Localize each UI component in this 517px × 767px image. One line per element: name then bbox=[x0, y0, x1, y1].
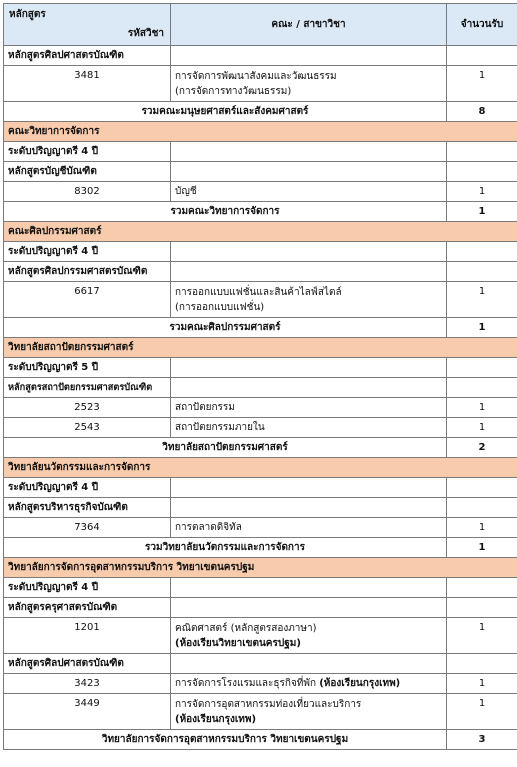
program-name: หลักสูตรบัญชีบัณฑิต bbox=[4, 162, 171, 182]
seat-count: 1 bbox=[447, 618, 517, 654]
empty-cell bbox=[447, 262, 517, 282]
major-name-cell bbox=[171, 674, 447, 694]
empty-cell bbox=[447, 598, 517, 618]
table-header-row bbox=[4, 4, 517, 46]
faculty-row bbox=[4, 458, 517, 478]
faculty-name: คณะศิลปกรรมศาสตร์ bbox=[4, 222, 517, 242]
program-name: หลักสูตรศิลปศาสตรบัณฑิต bbox=[4, 46, 171, 66]
empty-cell bbox=[447, 578, 517, 598]
empty-cell bbox=[171, 162, 447, 182]
program-name: หลักสูตรสถาปัตยกรรมศาสตรบัณฑิต bbox=[4, 378, 171, 398]
major-row bbox=[4, 182, 517, 202]
major-row bbox=[4, 418, 517, 438]
faculty-name: คณะวิทยาการจัดการ bbox=[4, 122, 517, 142]
program-row bbox=[4, 598, 517, 618]
total-label: วิทยาลัยสถาปัตยกรรมศาสตร์ bbox=[4, 438, 447, 458]
total-count: 1 bbox=[447, 538, 517, 558]
major-name: การออกแบบแฟชั่นและสินค้าไลฟ์สไตล์ bbox=[175, 287, 342, 298]
seat-count: 1 bbox=[447, 398, 517, 418]
program-name: หลักสูตรศิลปศาสตรบัณฑิต bbox=[4, 654, 171, 674]
major-name-cell bbox=[171, 398, 447, 418]
major-row bbox=[4, 66, 517, 102]
empty-cell bbox=[171, 142, 447, 162]
faculty-name: วิทยาลัยการจัดการอุตสาหกรรมบริการ วิทยาเขตนครปฐม bbox=[4, 558, 517, 578]
course-code: 3481 bbox=[4, 66, 171, 102]
seat-count: 1 bbox=[447, 418, 517, 438]
program-name: หลักสูตรศิลปกรรมศาสตรบัณฑิต bbox=[4, 262, 171, 282]
level-row bbox=[4, 242, 517, 262]
faculty-name: วิทยาลัยสถาปัตยกรรมศาสตร์ bbox=[4, 338, 517, 358]
major-name-cell bbox=[171, 182, 447, 202]
total-label: รวมวิทยาลัยนวัตกรรมและการจัดการ bbox=[4, 538, 447, 558]
total-row bbox=[4, 202, 517, 222]
total-count: 3 bbox=[447, 730, 517, 750]
major-row bbox=[4, 282, 517, 318]
course-code-header-cell bbox=[4, 4, 171, 46]
total-row bbox=[4, 102, 517, 122]
total-count: 1 bbox=[447, 202, 517, 222]
empty-cell bbox=[171, 46, 447, 66]
empty-cell bbox=[171, 378, 447, 398]
major-row bbox=[4, 694, 517, 730]
total-row bbox=[4, 730, 517, 750]
empty-cell bbox=[447, 378, 517, 398]
empty-cell bbox=[171, 498, 447, 518]
code-header-label: รหัสวิชา bbox=[127, 28, 164, 39]
empty-cell bbox=[171, 358, 447, 378]
total-label: รวมคณะมนุษยศาสตร์และสังคมศาสตร์ bbox=[4, 102, 447, 122]
seat-count: 1 bbox=[447, 66, 517, 102]
empty-cell bbox=[447, 242, 517, 262]
empty-cell bbox=[171, 242, 447, 262]
course-code: 1201 bbox=[4, 618, 171, 654]
campus-note: (ห้องเรียนกรุงเทพ) bbox=[319, 677, 401, 689]
campus-note: (ห้องเรียนกรุงเทพ) bbox=[175, 714, 257, 725]
total-label: รวมคณะศิลปกรรมศาสตร์ bbox=[4, 318, 447, 338]
major-name-cell bbox=[171, 694, 447, 730]
empty-cell bbox=[447, 46, 517, 66]
campus-note: (ห้องเรียนวิทยาเขตนครปฐม) bbox=[175, 638, 301, 649]
total-row bbox=[4, 538, 517, 558]
level-row bbox=[4, 578, 517, 598]
course-code: 2543 bbox=[4, 418, 171, 438]
degree-level: ระดับปริญญาตรี 5 ปี bbox=[4, 358, 171, 378]
course-code: 3423 bbox=[4, 674, 171, 694]
program-row bbox=[4, 46, 517, 66]
major-name-cell bbox=[171, 618, 447, 654]
course-code: 8302 bbox=[4, 182, 171, 202]
major-name: การจัดการอุตสาหกรรมท่องเที่ยวและบริการ bbox=[175, 699, 362, 710]
faculty-row bbox=[4, 558, 517, 578]
faculty-row bbox=[4, 222, 517, 242]
major-name: การจัดการโรงแรมและธุรกิจที่พัก bbox=[175, 677, 317, 689]
total-label: วิทยาลัยการจัดการอุตสาหกรรมบริการ วิทยาเขตนครปฐม bbox=[4, 730, 447, 750]
major-name: คณิตศาสตร์ (หลักสูตรสองภาษา) bbox=[175, 623, 317, 634]
major-row bbox=[4, 518, 517, 538]
major-name: สถาปัตยกรรม bbox=[175, 401, 235, 413]
course-code: 6617 bbox=[4, 282, 171, 318]
admission-table bbox=[3, 3, 517, 750]
seat-count: 1 bbox=[447, 182, 517, 202]
faculty-row bbox=[4, 122, 517, 142]
total-count: 2 bbox=[447, 438, 517, 458]
course-code: 2523 bbox=[4, 398, 171, 418]
major-name-cell bbox=[171, 418, 447, 438]
count-header-label: จำนวนรับ bbox=[447, 4, 517, 46]
faculty-name: วิทยาลัยนวัตกรรมและการจัดการ bbox=[4, 458, 517, 478]
empty-cell bbox=[447, 498, 517, 518]
major-row bbox=[4, 618, 517, 654]
level-row bbox=[4, 358, 517, 378]
total-row bbox=[4, 438, 517, 458]
total-label: รวมคณะวิทยาการจัดการ bbox=[4, 202, 447, 222]
course-code: 3449 bbox=[4, 694, 171, 730]
empty-cell bbox=[447, 142, 517, 162]
degree-level: ระดับปริญญาตรี 4 ปี bbox=[4, 242, 171, 262]
empty-cell bbox=[171, 598, 447, 618]
total-count: 1 bbox=[447, 318, 517, 338]
program-row bbox=[4, 378, 517, 398]
major-sub-name: (การจัดการทางวัฒนธรรม) bbox=[175, 86, 292, 97]
degree-level: ระดับปริญญาตรี 4 ปี bbox=[4, 478, 171, 498]
empty-cell bbox=[171, 262, 447, 282]
seat-count: 1 bbox=[447, 674, 517, 694]
seat-count: 1 bbox=[447, 694, 517, 730]
major-row bbox=[4, 674, 517, 694]
major-name: การตลาดดิจิทัล bbox=[175, 521, 242, 533]
seat-count: 1 bbox=[447, 282, 517, 318]
level-row bbox=[4, 478, 517, 498]
faculty-header-label: คณะ / สาขาวิชา bbox=[171, 4, 447, 46]
program-row bbox=[4, 654, 517, 674]
major-name: บัญชี bbox=[175, 185, 197, 197]
course-code: 7364 bbox=[4, 518, 171, 538]
program-row bbox=[4, 498, 517, 518]
major-name: สถาปัตยกรรมภายใน bbox=[175, 421, 265, 433]
degree-level: ระดับปริญญาตรี 4 ปี bbox=[4, 142, 171, 162]
empty-cell bbox=[171, 654, 447, 674]
course-header-label: หลักสูตร bbox=[9, 9, 46, 20]
empty-cell bbox=[447, 358, 517, 378]
level-row bbox=[4, 142, 517, 162]
program-row bbox=[4, 262, 517, 282]
degree-level: ระดับปริญญาตรี 4 ปี bbox=[4, 578, 171, 598]
total-row bbox=[4, 318, 517, 338]
empty-cell bbox=[447, 654, 517, 674]
empty-cell bbox=[447, 478, 517, 498]
seat-count: 1 bbox=[447, 518, 517, 538]
empty-cell bbox=[447, 162, 517, 182]
faculty-row bbox=[4, 338, 517, 358]
program-name: หลักสูตรครุศาสตรบัณฑิต bbox=[4, 598, 171, 618]
program-row bbox=[4, 162, 517, 182]
empty-cell bbox=[171, 478, 447, 498]
major-row bbox=[4, 398, 517, 418]
empty-cell bbox=[171, 578, 447, 598]
program-name: หลักสูตรบริหารธุรกิจบัณฑิต bbox=[4, 498, 171, 518]
total-count: 8 bbox=[447, 102, 517, 122]
major-name-cell bbox=[171, 282, 447, 318]
major-name: การจัดการพัฒนาสังคมและวัฒนธรรม bbox=[175, 71, 337, 82]
major-name-cell bbox=[171, 518, 447, 538]
major-sub-name: (การออกแบบแฟชั่น) bbox=[175, 302, 265, 313]
major-name-cell bbox=[171, 66, 447, 102]
